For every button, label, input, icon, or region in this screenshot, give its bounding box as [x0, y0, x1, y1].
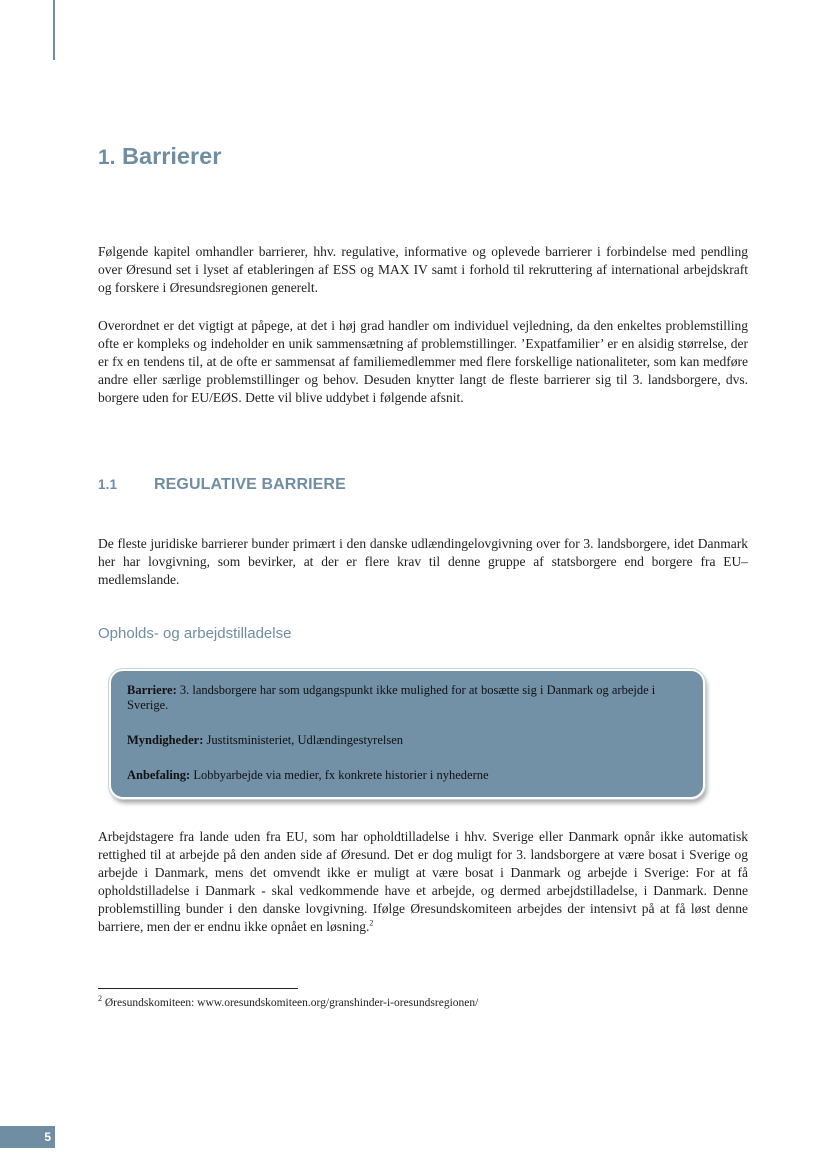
- myndigheder-label: Myndigheder:: [127, 733, 204, 747]
- barriere-label: Barriere:: [127, 683, 177, 697]
- section-number: 1.1: [98, 477, 118, 492]
- footnote-reference: 2: [369, 918, 374, 928]
- callout-anbefaling: [127, 768, 687, 783]
- callout-myndigheder: [127, 733, 687, 748]
- intro-paragraph-1: Følgende kapitel omhandler barrierer, hhv. regulative, informative og oplevede barrierer i forbindelse med pendling over Øresund set i lyset af etableringen af ESS og MAX IV samt i forhold til rekruttering af international arbejdskraft og forskere i Øresundsregionen generelt.: [98, 244, 748, 295]
- callout-barriere: [127, 683, 687, 713]
- section-paragraph: De fleste juridiske barrierer bunder primært i den danske udlændingelovgivning over for 3. landsborgere, idet Danmark her har lovgivning, som bevirker, at der er flere krav til denne gruppe af statsborgere end borgere fra EU–medlemslande.: [98, 536, 748, 587]
- subsection-heading: Opholds- og arbejdstilladelse: [98, 625, 292, 642]
- footnote-marker: 2: [98, 994, 102, 1004]
- footnote: [98, 994, 479, 1009]
- myndigheder-text: Justitsministeriet, Udlændingestyrelsen: [203, 733, 404, 747]
- chapter-title: Barrierer: [122, 143, 222, 169]
- intro-paragraph-2: Overordnet er det vigtigt at påpege, at det i høj grad handler om individuel vejledning, da den enkeltes problemstilling ofte er kompleks og indeholder en unik sammensætning af problemstillinger. ’Expatfamilier’ er en alsidig størrelse, der er fx en tendens til, at de ofte er sammensat af familiemedlemmer med flere forskellige nationaliteter, som kan medføre andre eller særlige problemstillinger og behov. Desuden knytter langt de fleste barrierer sig til 3. landsborgere, dvs. borgere uden for EU/EØS. Dette vil blive uddybet i følgende afsnit.: [98, 318, 748, 405]
- anbefaling-label: Anbefaling:: [127, 768, 191, 782]
- footnote-separator: [98, 988, 298, 989]
- barriere-text: 3. landsborgere har som udgangspunkt ikke mulighed for at bosætte sig i Danmark og arbejde i Sverige.: [127, 683, 656, 712]
- page-number: 5: [0, 1126, 55, 1148]
- chapter-heading: [98, 143, 221, 170]
- top-margin-rule: [53, 0, 55, 60]
- body-paragraph: [98, 828, 748, 936]
- anbefaling-text: Lobbyarbejde via medier, fx konkrete historier i nyhederne: [190, 768, 489, 782]
- barrier-callout-box: [109, 669, 705, 799]
- chapter-number: 1.: [98, 146, 116, 169]
- section-title: REGULATIVE BARRIERE: [154, 476, 346, 493]
- body-text: Arbejdstagere fra lande uden fra EU, som har opholdtilladelse i hhv. Sverige eller Danmark opnår ikke automatisk rettighed til at arbejde på den anden side af Øresund. Det er dog muligt for 3. landsborgere at være bosat i Sverige og arbejde i Danmark, mens det omvendt ikke er muligt at være bosat i Danmark og arbejde i Sverige: For at få opholdstilladelse i Danmark - skal vedkommende have et arbejde, og dermed arbejdstilladelse, i Danmark. Denne problemstilling bunder i den danske lovgivning. Ifølge Øresundskomiteen arbejdes der intensivt på at få løst denne barriere, men der er endnu ikke opnået en løsning.: [98, 829, 748, 934]
- footnote-text: Øresundskomiteen: www.oresundskomiteen.org/granshinder-i-oresundsregionen/: [102, 997, 479, 1009]
- section-heading: [98, 476, 346, 494]
